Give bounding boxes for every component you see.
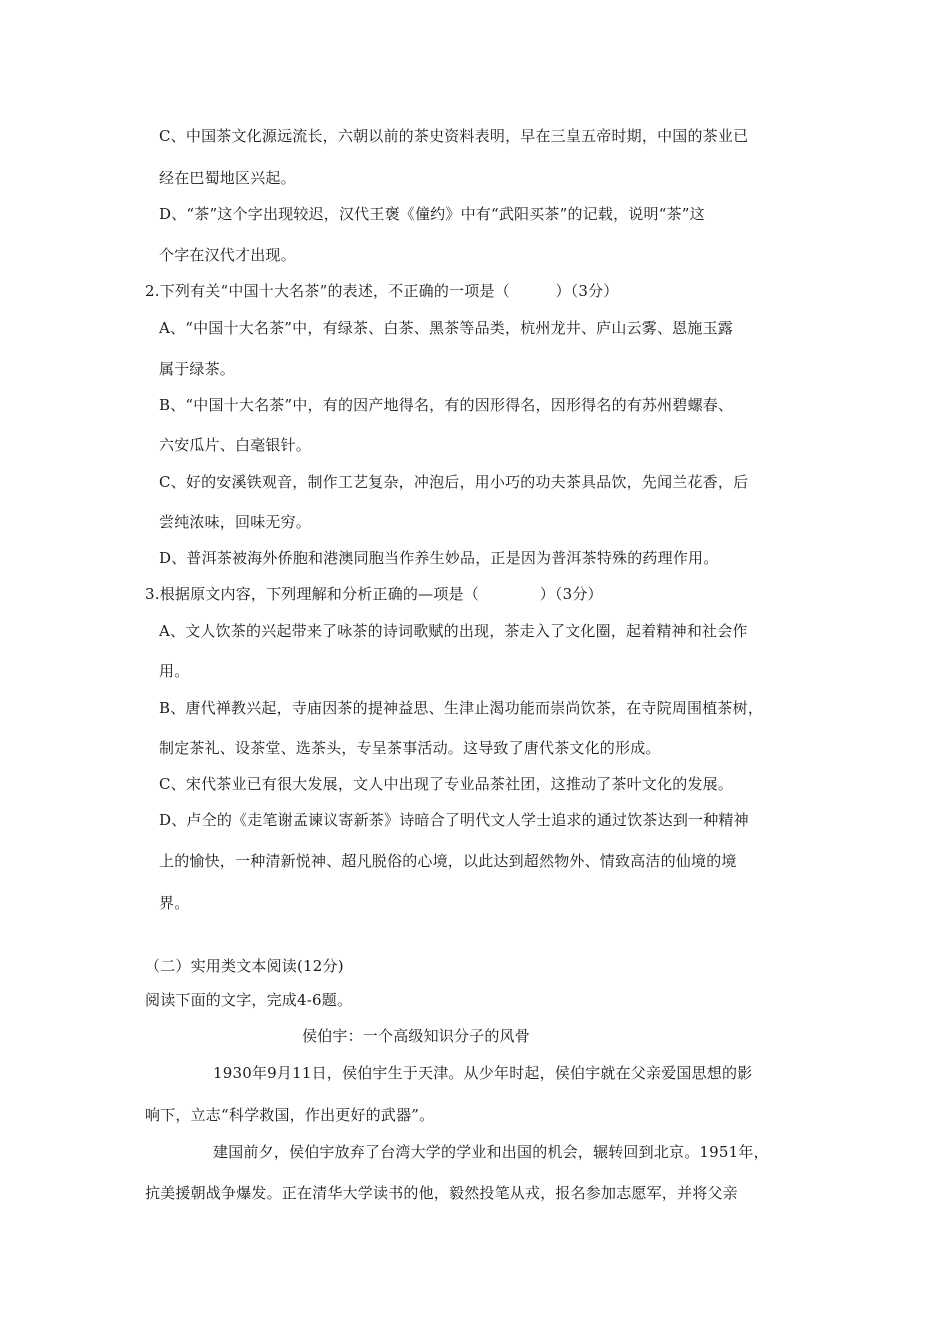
q3-option-a-line1: A、文人饮茶的兴起带来了咏茶的诗词歌赋的出现，茶走入了文化圈，起着精神和社会作 [159,622,748,640]
q3-option-c-line1: C、宋代茶业已有很大发展，文人中出现了专业品茶社团，这推动了茶叶文化的发展。 [159,775,734,793]
q2-option-a-line1: A、“中国十大名茶”中，有绿茶、白茶、黑茶等品类，杭州龙井、庐山云雾、恩施玉露 [159,319,733,337]
q1-option-d-line1: D、“茶”这个字出现较迟，汉代王褒《僮约》中有“武阳买茶”的记载，说明“茶”这 [159,205,705,223]
q2-option-c-line1: C、好的安溪铁观音，制作工艺复杂，冲泡后，用小巧的功夫茶具品饮，先闻兰花香，后 [159,473,749,491]
section-heading: （二）实用类文本阅读(12分) [145,957,344,975]
q3-option-b-line2: 制定茶礼、设茶堂、选茶头，专呈茶事活动。这导致了唐代茶文化的形成。 [159,739,661,757]
q2-stem: 2.下列有关“中国十大名茶”的表述，不正确的一项是（ ）（3分） [145,282,619,300]
q3-option-a-line2: 用。 [159,662,190,680]
article-title: 侯伯宇：一个高级知识分子的风骨 [302,1027,531,1045]
article-paragraph-2-line2: 抗美援朝战争爆发。正在清华大学读书的他，毅然投笔从戎，报名参加志愿军，并将父亲 [145,1184,738,1202]
q1-option-d-line2: 个字在汉代才出现。 [159,246,296,264]
q3-option-d-line1: D、卢仝的《走笔谢孟谏议寄新茶》诗暗合了明代文人学士追求的通过饮茶达到一种精神 [159,811,749,829]
article-paragraph-1-line1: 1930年9月11日，侯伯宇生于天津。从少年时起，侯伯宇就在父亲爱国思想的影 [213,1064,753,1082]
q2-option-a-line2: 属于绿茶。 [159,360,236,378]
q2-option-d-line1: D、普洱茶被海外侨胞和港澳同胞当作养生妙品，正是因为普洱茶特殊的药理作用。 [159,549,719,567]
article-paragraph-1-line2: 响下，立志“科学救国，作出更好的武器”。 [145,1106,435,1124]
q1-option-c-line1: C、中国茶文化源远流长，六朝以前的茶史资料表明，早在三皇五帝时期，中国的茶业已 [159,127,749,145]
q3-stem: 3.根据原文内容，下列理解和分析正确的—项是（ ）（3分） [145,585,603,603]
q1-option-c-line2: 经在巴蜀地区兴起。 [159,169,296,187]
q3-option-d-line2: 上的愉快，一种清新悦神、超凡脱俗的心境，以此达到超然物外、情致高洁的仙境的境 [159,852,737,870]
q3-option-b-line1: B、唐代禅教兴起，寺庙因茶的提神益思、生津止渴功能而崇尚饮茶，在寺院周围植茶树， [159,699,764,717]
section-instruction: 阅读下面的文字，完成4-6题。 [145,991,353,1009]
q2-option-b-line1: B、“中国十大名茶”中，有的因产地得名，有的因形得名，因形得名的有苏州碧螺春、 [159,396,734,414]
q2-option-c-line2: 尝纯浓味，回味无穷。 [159,513,312,531]
q3-option-d-line3: 界。 [159,894,190,912]
article-paragraph-2-line1: 建国前夕，侯伯宇放弃了台湾大学的学业和出国的机会，辗转回到北京。1951年， [213,1143,769,1161]
q2-option-b-line2: 六安瓜片、白毫银针。 [159,436,312,454]
